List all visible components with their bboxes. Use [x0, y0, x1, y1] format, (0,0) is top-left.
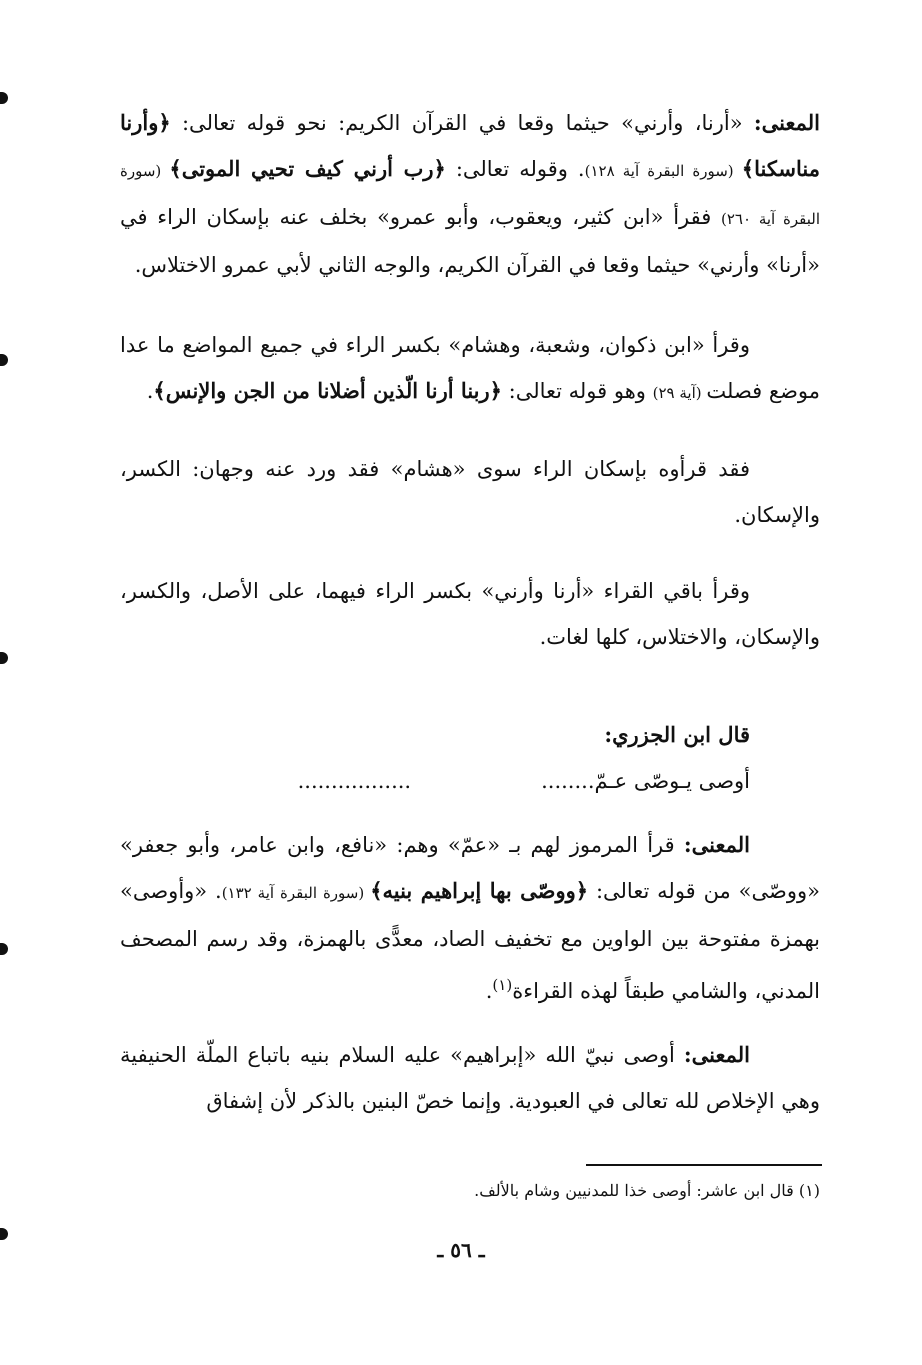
section-heading: قال ابن الجزري:	[604, 722, 750, 747]
quran-quote: ﴿ووصّى بها إبراهيم بنيه﴾	[370, 878, 589, 903]
verse-second-hemistich: .................	[297, 769, 412, 793]
text: «أرنا، وأرني» حيثما وقعا في القرآن الكريم: نحو قوله تعالى:	[170, 111, 754, 135]
footnote: (١) قال ابن عاشر: أوصى خذا للمدنيين وشام بالألف.	[474, 1181, 820, 1200]
text: فقرأ «ابن كثير، ويعقوب، وأبو عمرو» بخلف عنه بإسكان الراء في «أرنا» وأرني» حيثما وقعا في القرآن الكريم، والوجه الثاني لأبي عمرو الاختلاس.	[120, 205, 820, 277]
meaning-label: المعنى:	[683, 832, 750, 857]
scan-edge-mark	[0, 92, 8, 104]
page-body	[120, 100, 820, 1124]
footnote-reference[interactable]: (١)	[492, 976, 513, 994]
meaning-label: المعنى:	[753, 110, 820, 135]
verse-reference: (سورة البقرة آية ٢٦٠)	[120, 162, 820, 228]
text: وقرأ باقي القراء «أرنا وأرني» بكسر الراء فيهما، على الأصل، والكسر، والإسكان، والاختلاس، كلها لغات.	[120, 579, 820, 649]
text: وهو قوله تعالى:	[501, 379, 653, 403]
text: .	[146, 379, 154, 403]
text: قرأ المرموز لهم بـ «عمّ» وهم: «نافع، وابن عامر، وأبو جعفر» «ووصّى» من قوله تعالى:	[120, 833, 820, 903]
poem-verse	[120, 758, 820, 804]
verse-reference: (سورة البقرة آية ١٣٢)	[221, 884, 371, 902]
verse-reference: (سورة البقرة آية ١٢٨)	[584, 162, 742, 180]
text: فقد قرأوه بإسكان الراء سوى «هشام» فقد ورد عنه وجهان: الكسر، والإسكان.	[120, 457, 820, 527]
quran-quote: ﴿وأرنا مناسكنا﴾	[120, 110, 820, 181]
paragraph-meaning-wassa	[120, 822, 820, 1014]
paragraph-meaning-arina	[120, 100, 820, 288]
meaning-label: المعنى:	[683, 1042, 750, 1067]
text: . «وأوصى» بهمزة مفتوحة بين الواوين مع تخفيف الصاد، معدًّى بالهمزة، وقد رسم المصحف المدني، والشامي طبقاً لهذه القراءة	[120, 879, 820, 1003]
paragraph-remaining-readers	[120, 568, 820, 660]
scan-edge-mark	[0, 354, 8, 366]
quran-quote: ﴿رب أرني كيف تحيي الموتى﴾	[169, 156, 446, 181]
verse-reference: (آية ٢٩)	[652, 384, 707, 402]
page-number: ـ ٥٦ ـ	[437, 1238, 485, 1262]
text: أوصى نبيّ الله «إبراهيم» عليه السلام بنيه باتباع الملّة الحنيفية وهي الإخلاص لله تعالى في العبودية. وإنما خصّ البنين بالذكر لأن إشفاق	[120, 1043, 820, 1113]
verse-first-hemistich: أوصى يـوصّى عـمّ........	[541, 769, 750, 793]
paragraph-ibn-dhakwan	[120, 322, 820, 416]
text: .	[485, 979, 493, 1003]
footnote-divider	[586, 1164, 822, 1166]
quran-quote: ﴿ربنا أرنا الّذين أضلانا من الجن والإنس﴾	[153, 378, 502, 403]
text: وقرأ «ابن ذكوان، وشعبة، وهشام» بكسر الراء في جميع المواضع ما عدا موضع فصلت	[120, 333, 820, 403]
scan-edge-mark	[0, 652, 8, 664]
scan-edge-mark	[0, 943, 8, 955]
text: . وقوله تعالى:	[445, 157, 585, 181]
paragraph-meaning-ibrahim	[120, 1032, 820, 1124]
paragraph-hisham	[120, 446, 820, 538]
